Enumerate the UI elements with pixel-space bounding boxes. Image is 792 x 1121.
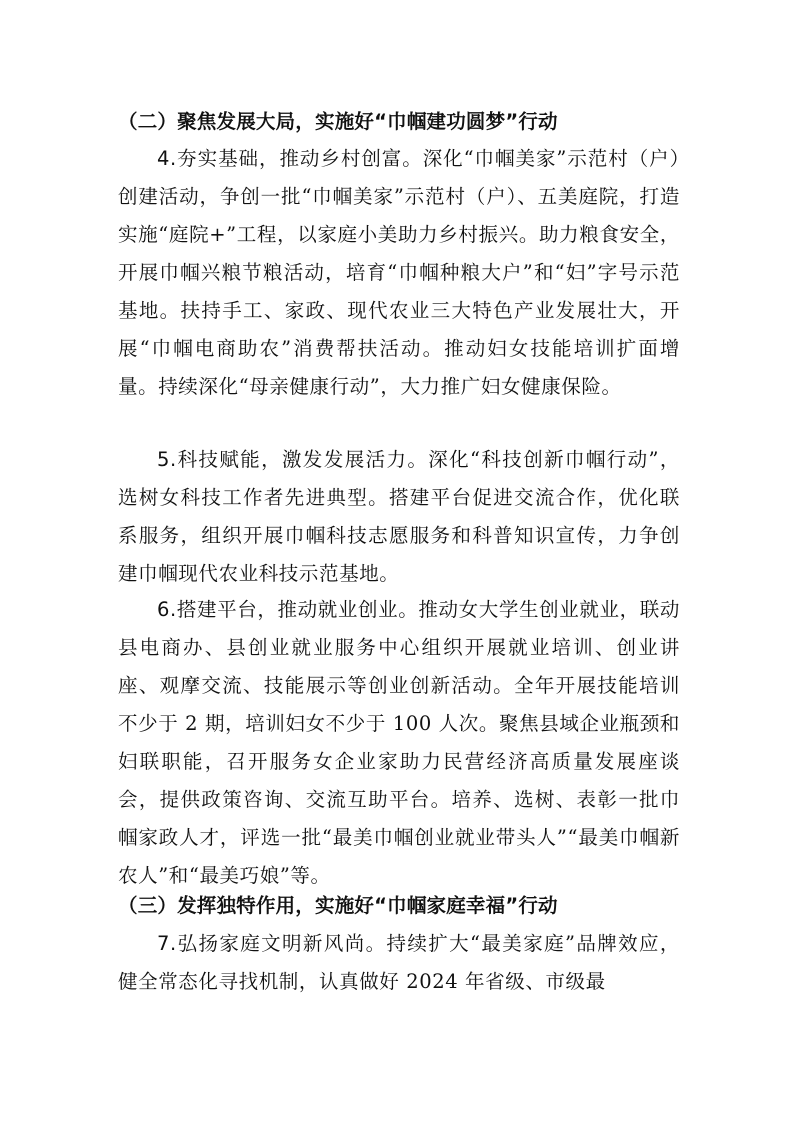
paragraph-7-lead: 7.弘扬家庭文明新风尚。 (157, 932, 387, 955)
paragraph-7-body: 持续扩大“最美家庭”品牌效应，健全常态化寻找机制，认真做好 2024 年省级、市级最 (118, 932, 680, 993)
paragraph-6 (118, 591, 680, 895)
paragraph-4-lead: 4.夯实基础，推动乡村创富。 (157, 147, 423, 170)
section-heading-3: （三）发挥独特作用，实施好“巾帼家庭幸福”行动 (118, 894, 558, 917)
paragraph-4-body: 深化“巾帼美家”示范村（户）创建活动，争创一批“巾帼美家”示范村（户）、五美庭院，打造实施“庭院+”工程，以家庭小美助力乡村振兴。助力粮食安全，开展巾帼兴粮节粮活动，培育“巾帼种粮大户”和“妇”字号示范基地。扶持手工、家政、现代农业三大特色产业发展壮大，开展“巾帼电商助农”消费帮扶活动。推动妇女技能培训扩面增量。持续深化“母亲健康行动”，大力推广妇女健康保险。 (118, 147, 680, 398)
paragraph-6-body: 推动女大学生创业就业，联动县电商办、县创业就业服务中心组织开展就业培训、创业讲座、观摩交流、技能展示等创业创新活动。全年开展技能培训不少于 2 期，培训妇女不少于 100 人次。聚焦县域企业瓶颈和妇联职能，召开服务女企业家助力民营经济高质量发展座谈会，提供政策咨询、交流互助平台。培养、选树、表彰一批巾帼家政人才，评选一批“最美巾帼创业就业带头人”“最美巾帼新农人”和“最美巧娘”等。 (118, 598, 680, 887)
section-heading-2: （二）聚焦发展大局，实施好“巾帼建功圆梦”行动 (118, 110, 558, 133)
paragraph-5 (118, 441, 680, 593)
paragraph-6-lead: 6.搭建平台，推动就业创业。 (157, 598, 419, 621)
paragraph-4 (118, 140, 680, 406)
paragraph-7 (118, 925, 680, 1001)
paragraph-5-lead: 5.科技赋能，激发发展活力。 (157, 448, 429, 471)
paragraph-5-body: 深化“科技创新巾帼行动”，选树女科技工作者先进典型。搭建平台促进交流合作，优化联系服务，组织开展巾帼科技志愿服务和科普知识宣传，力争创建巾帼现代农业科技示范基地。 (118, 448, 680, 585)
